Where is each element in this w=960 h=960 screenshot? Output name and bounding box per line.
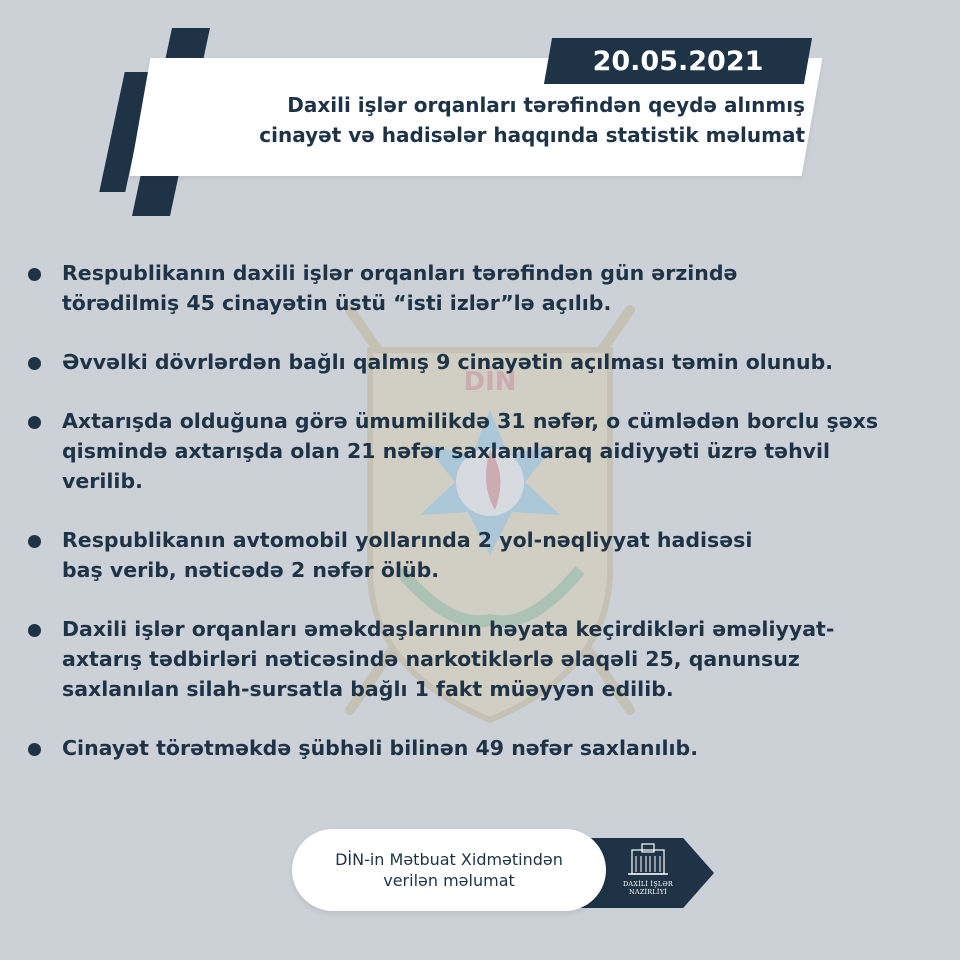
statistics-list <box>28 258 938 792</box>
source-line: verilən məlumat <box>383 871 515 890</box>
ministry-name: DAXİLİ İŞLƏR NAZİRLİYİ <box>622 880 673 896</box>
list-item <box>28 525 938 585</box>
bullet-dot-icon <box>28 743 41 756</box>
bullet-dot-icon <box>28 535 41 548</box>
ministry-building-icon <box>606 842 690 906</box>
list-item <box>28 614 938 704</box>
bullet-dot-icon <box>28 268 41 281</box>
list-item-text: Respublikanın daxili işlər orqanları tərəfindən gün ərzində törədilmiş 45 cinayətin üstü “isti izlər”lə açılıb. <box>62 261 738 315</box>
list-item-text: Cinayət törətməkdə şübhəli bilinən 49 nəfər saxlanılıb. <box>62 736 699 760</box>
list-item <box>28 406 938 496</box>
source-line: DİN-in Mətbuat Xidmətindən <box>335 850 563 869</box>
bullet-dot-icon <box>28 624 41 637</box>
list-item <box>28 347 938 377</box>
list-item <box>28 258 938 318</box>
date-text: 20.05.2021 <box>592 45 764 77</box>
list-item-text: Respublikanın avtomobil yollarında 2 yol-nəqliyyat hadisəsi baş verib, nəticədə 2 nəfər ölüb. <box>62 528 753 582</box>
list-item-text: Axtarışda olduğuna görə ümumilikdə 31 nəfər, o cümlədən borclu şəxs qismində axtarışda olan 21 nəfər saxlanılaraq aidiyyəti üzrə təhvil verilib. <box>62 409 879 493</box>
emblem-label: DİN <box>463 367 517 397</box>
list-item-text: Əvvəlki dövrlərdən bağlı qalmış 9 cinayətin açılması təmin olunub. <box>62 350 834 374</box>
title-line: Daxili işlər orqanları tərəfindən qeydə alınmış <box>287 93 805 117</box>
source-badge <box>292 829 606 911</box>
bullet-dot-icon <box>28 416 41 429</box>
title-line: cinayət və hadisələr haqqında statistik məlumat <box>259 123 805 147</box>
list-item <box>28 733 938 763</box>
page-title <box>175 90 805 150</box>
list-item-text: Daxili işlər orqanları əməkdaşlarının həyata keçirdikləri əməliyyat-axtarış tədbirləri nəticəsində narkotiklərlə əlaqəli 25, qanunsuz saxlanılan silah-sursatla bağlı 1 fakt müəyyən edilib. <box>62 617 835 701</box>
bullet-dot-icon <box>28 357 41 370</box>
